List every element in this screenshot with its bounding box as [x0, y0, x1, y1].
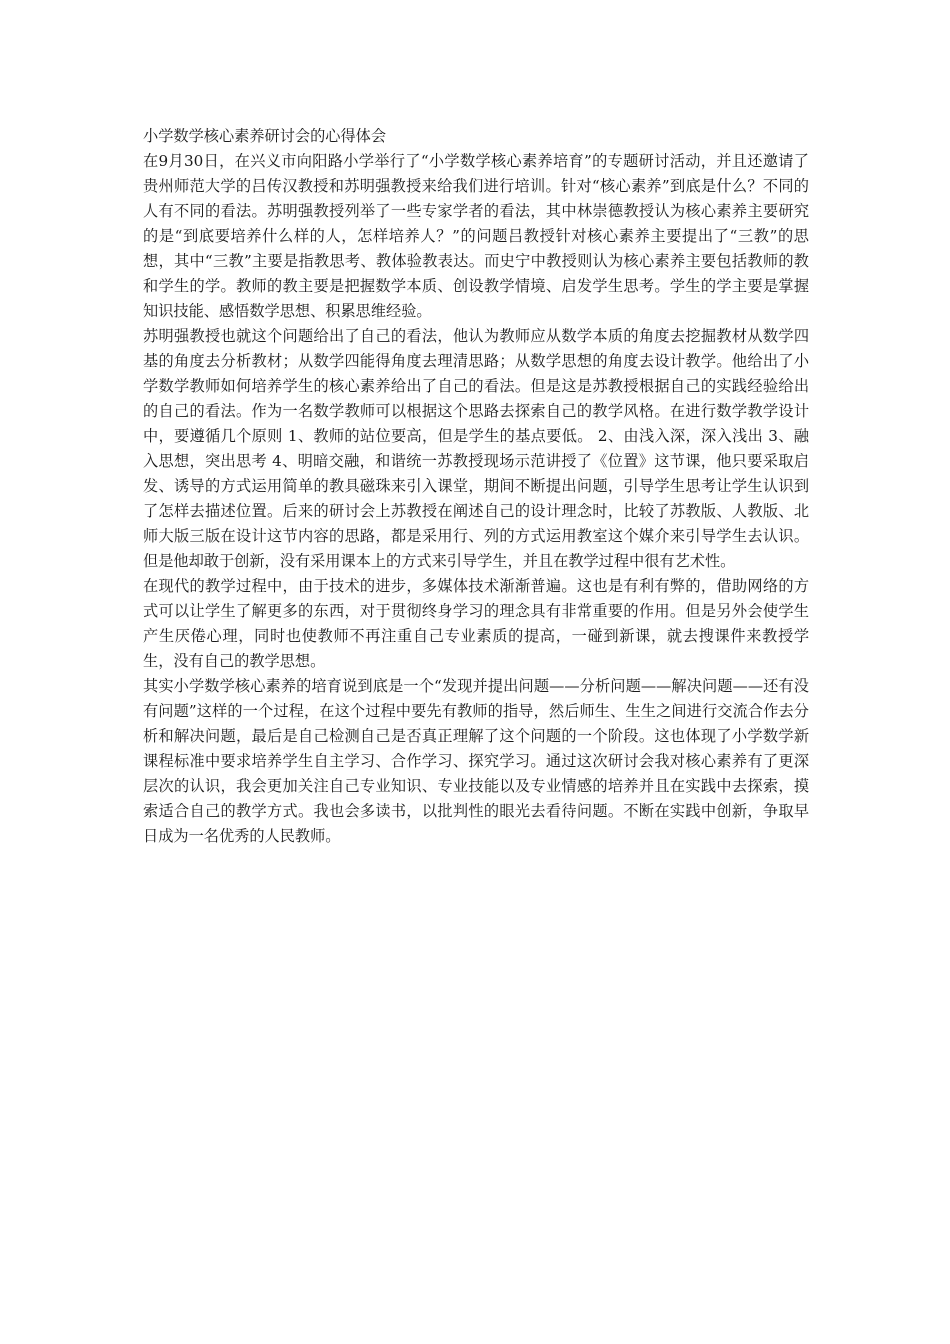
document-page [143, 124, 809, 849]
paragraph-3: 在现代的教学过程中，由于技术的进步，多媒体技术渐渐普遍。这也是有利有弊的，借助网络的方式可以让学生了解更多的东西，对于贯彻终身学习的理念具有非常重要的作用。但是另外会使学生产生厌倦心理，同时也使教师不再注重自己专业素质的提高，一碰到新课，就去搜课件来教授学生，没有自己的教学思想。 [143, 577, 809, 670]
paragraph-2: 苏明强教授也就这个问题给出了自己的看法，他认为教师应从数学本质的角度去挖掘教材从数学四基的角度去分析教材；从数学四能得角度去理清思路；从数学思想的角度去设计教学。他给出了小学数学教师如何培养学生的核心素养给出了自己的看法。但是这是苏教授根据自己的实践经验给出的自己的看法。作为一名数学教师可以根据这个思路去探索自己的教学风格。在进行数学教学设计中，要遵循几个原则 1、教师的站位要高，但是学生的基点要低。 2、由浅入深，深入浅出 3、融入思想，突出思考 4、明暗交融，和谐统一苏教授现场示范讲授了《位置》这节课，他只要采取启发、诱导的方式运用简单的教具磁珠来引入课堂，期间不断提出问题，引导学生思考让学生认识到了怎样去描述位置。后来的研讨会上苏教授在阐述自己的设计理念时，比较了苏教版、人教版、北师大版三版在设计这节内容的思路，都是采用行、列的方式运用教室这个媒介来引导学生去认识。但是他却敢于创新，没有采用课本上的方式来引导学生，并且在教学过程中很有艺术性。 [143, 327, 809, 570]
paragraph-4: 其实小学数学核心素养的培育说到底是一个“发现并提出问题——分析问题——解决问题——还有没有问题”这样的一个过程，在这个过程中要先有教师的指导，然后师生、生生之间进行交流合作去分析和解决问题，最后是自己检测自己是否真正理解了这个问题的一个阶段。这也体现了小学数学新课程标准中要求培养学生自主学习、合作学习、探究学习。通过这次研讨会我对核心素养有了更深层次的认识，我会更加关注自己专业知识、专业技能以及专业情感的培养并且在实践中去探索，摸索适合自己的教学方式。我也会多读书，以批判性的眼光去看待问题。不断在实践中创新，争取早日成为一名优秀的人民教师。 [143, 677, 809, 845]
document-title: 小学数学核心素养研讨会的心得体会 [143, 127, 386, 145]
paragraph-1: 在9月30日，在兴义市向阳路小学举行了“小学数学核心素养培育”的专题研讨活动，并且还邀请了贵州师范大学的吕传汉教授和苏明强教授来给我们进行培训。针对“核心素养”到底是什么？不同的人有不同的看法。苏明强教授列举了一些专家学者的看法，其中林崇德教授认为核心素养主要研究的是“到底要培养什么样的人，怎样培养人？”的问题吕教授针对核心素养主要提出了“三教”的思想，其中“三教”主要是指教思考、教体验教表达。而史宁中教授则认为核心素养主要包括教师的教和学生的学。教师的教主要是把握数学本质、创设教学情境、启发学生思考。学生的学主要是掌握知识技能、感悟数学思想、积累思维经验。 [143, 152, 809, 320]
